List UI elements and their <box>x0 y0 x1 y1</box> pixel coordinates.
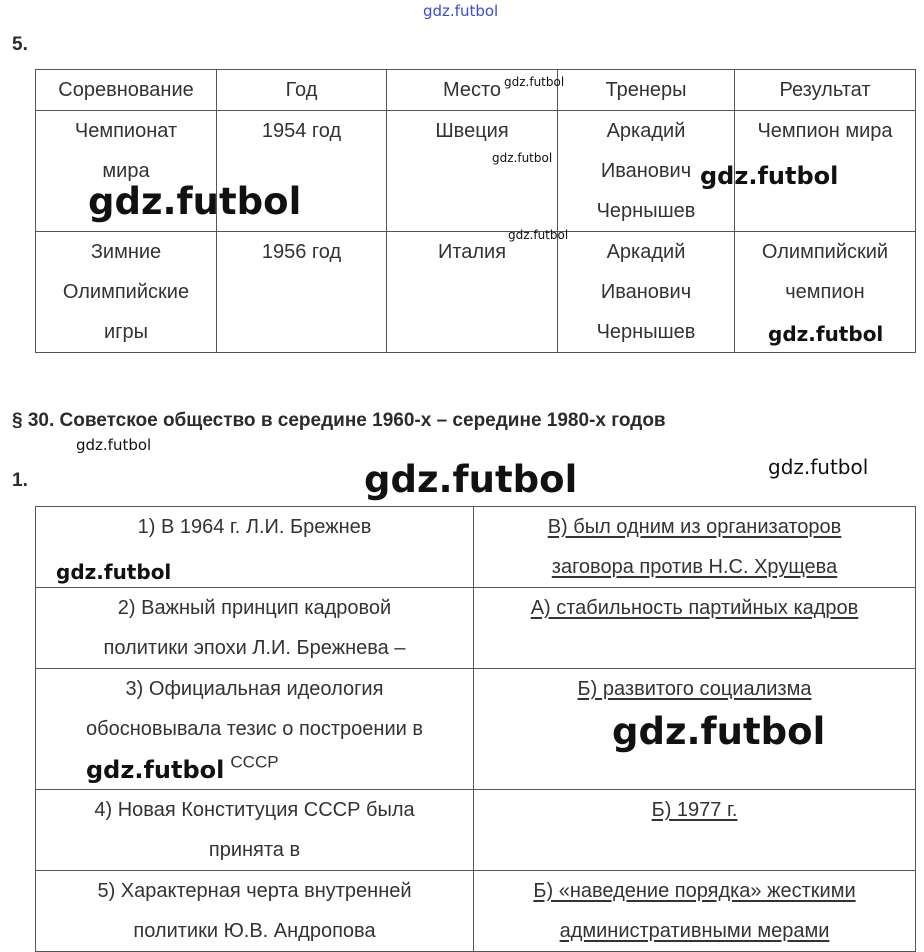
answer-line: В) был одним из организаторов <box>547 516 842 538</box>
header-year: Год <box>217 70 387 111</box>
answer-line: Б) развитого социализма <box>577 678 812 700</box>
question-line: СССР <box>230 752 279 772</box>
question-line: 4) Новая Конституция СССР была <box>94 799 415 821</box>
question-line: 5) Характерная черта внутренней <box>97 880 412 902</box>
watermark: gdz.futbol <box>86 756 225 784</box>
answer-line: Б) 1977 г. <box>651 799 738 821</box>
coach-line: Иванович <box>600 160 692 182</box>
competition-line: Олимпийские <box>62 281 190 303</box>
answer-cell <box>474 507 916 588</box>
answer-line: административными мерами <box>559 920 830 942</box>
result-line: Олимпийский <box>761 241 889 263</box>
header-place: Место <box>387 70 558 111</box>
answer-cell <box>474 588 916 669</box>
table-row <box>36 790 916 871</box>
coach-line: Аркадий <box>606 241 686 263</box>
task-5-number: 5. <box>12 34 28 55</box>
competition-cell <box>36 232 217 353</box>
result-line: чемпион <box>785 281 865 303</box>
question-cell <box>36 871 474 952</box>
competition-line: Чемпионат <box>74 120 178 142</box>
place-cell: Италия <box>387 232 558 353</box>
coach-cell <box>558 232 735 353</box>
question-cell <box>36 588 474 669</box>
header-competition: Соревнование <box>36 70 217 111</box>
question-cell <box>36 790 474 871</box>
answer-cell <box>474 790 916 871</box>
question-line: политики Ю.В. Андропова <box>133 920 376 942</box>
coach-line: Чернышев <box>596 321 696 343</box>
watermark: gdz.futbol <box>768 455 869 479</box>
answer-line: заговора против Н.С. Хрущева <box>551 556 838 578</box>
question-line: принята в <box>208 839 301 861</box>
answer-cell <box>474 871 916 952</box>
competition-line: игры <box>104 321 148 343</box>
watermark: gdz.futbol <box>508 228 569 242</box>
answer-line: А) стабильность партийных кадров <box>530 597 859 619</box>
watermark: gdz.futbol <box>88 180 302 223</box>
competition-line: мира <box>102 160 150 182</box>
year-cell: 1954 год <box>217 111 387 232</box>
table-row <box>36 871 916 952</box>
answer-line: Б) «наведение порядка» жесткими <box>533 880 856 902</box>
year-cell: 1956 год <box>217 232 387 353</box>
question-line: политики эпохи Л.И. Брежнева – <box>103 637 406 659</box>
question-line: обосновывала тезис о построении в <box>86 718 423 740</box>
watermark: gdz.futbol <box>492 151 553 165</box>
result-line: Чемпион мира <box>757 120 893 142</box>
watermark: gdz.futbol <box>504 75 565 89</box>
table-header-row <box>36 70 916 111</box>
question-line: 3) Официальная идеология <box>125 678 384 700</box>
watermark: gdz.futbol <box>76 436 152 454</box>
watermark: gdz.futbol <box>612 710 826 753</box>
competition-line: Зимние <box>90 241 162 263</box>
place-cell: Швеция <box>387 111 558 232</box>
watermark: gdz.futbol <box>700 162 839 190</box>
watermark-top: gdz.futbol <box>423 2 499 20</box>
watermark: gdz.futbol <box>364 458 578 501</box>
table-row <box>36 588 916 669</box>
header-coaches: Тренеры <box>558 70 735 111</box>
question-line: 1) В 1964 г. Л.И. Брежнев <box>137 516 372 538</box>
section-title: § 30. Советское общество в середине 1960-х – середине 1980-х годов <box>12 410 666 431</box>
coach-line: Иванович <box>600 281 692 303</box>
watermark: gdz.futbol <box>56 560 172 584</box>
question-line: 2) Важный принцип кадровой <box>117 597 392 619</box>
header-result: Результат <box>735 70 916 111</box>
coach-line: Аркадий <box>606 120 686 142</box>
watermark: gdz.futbol <box>768 322 884 346</box>
task-1-number: 1. <box>12 470 28 491</box>
coach-line: Чернышев <box>596 200 696 222</box>
